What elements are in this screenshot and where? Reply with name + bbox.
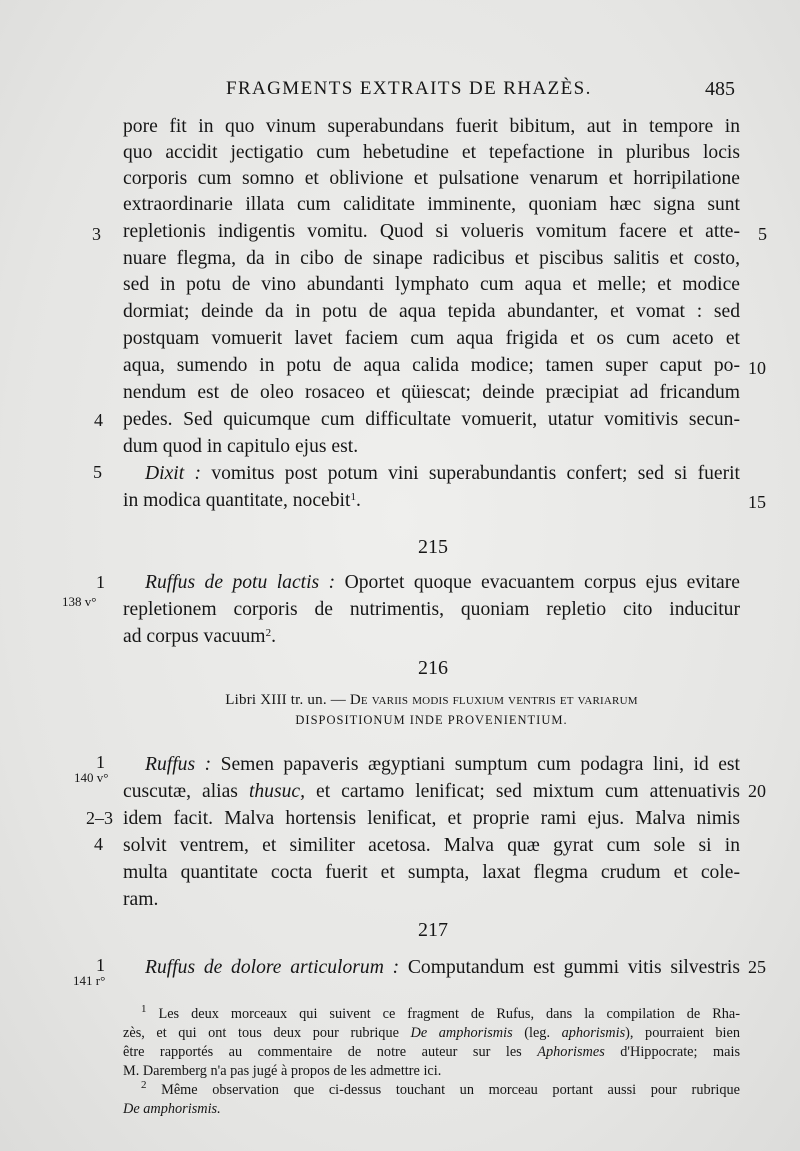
text-line: sed in potu de vino abundanti lymphato cum aqua et melle; et modice (123, 274, 740, 295)
section-216-line: ram. (123, 889, 159, 910)
line-number: 15 (748, 492, 766, 512)
margin-ref: 1 (96, 752, 105, 772)
text-line: nuare flegma, da in cibo de sinape radicibus et piscibus salitis et costo, (123, 248, 740, 269)
section-216-speaker: Ruffus : (145, 754, 212, 775)
section-number-216: 216 (418, 657, 448, 679)
footnote-2-line (123, 1100, 740, 1119)
text-line: pore fit in quo vinum superabundans fuerit bibitum, aut in tempore in (123, 116, 740, 137)
footnote-1-line: M. Daremberg n'a pas jugé à propos de les admettre ici. (123, 1063, 442, 1079)
footnote-text: d'Hippocrate; mais (604, 1044, 741, 1060)
footnote-mark: 1 (141, 1003, 147, 1015)
dixit-text: in modica quantitate, nocebit (123, 490, 351, 511)
footnote-2 (123, 1081, 740, 1100)
folio-ref: 141 r° (73, 973, 106, 988)
footnote-1-line (123, 1043, 740, 1062)
text-line: nendum est de oleo rosaceo et qüiescat; deinde præcipiat ad fricandum (123, 382, 740, 403)
line-number: 20 (748, 781, 766, 801)
dixit-speaker: Dixit : (145, 463, 202, 484)
section-217-text: Computandum est gummi vitis silvestris (399, 957, 740, 978)
section-215-text: Oportet quoque evacuantem corpus ejus evitare (335, 572, 740, 593)
footnote-mark: 2 (141, 1079, 147, 1091)
footnote-1-line (123, 1024, 740, 1043)
section-216-rubric (123, 692, 740, 728)
margin-ref: 1 (96, 955, 105, 975)
section-215-text: ad corpus vacuum (123, 626, 266, 647)
text-line: corporis cum somno et oblivione et pulsatione venarum et horripilatione (123, 168, 740, 189)
section-216-term: thusuc, (248, 781, 305, 802)
page-header (0, 78, 800, 102)
line-number: 25 (748, 957, 766, 977)
footnote-italic: De amphorismis. (123, 1101, 221, 1117)
section-215-line (123, 624, 740, 650)
rubric-line: DISPOSITIONUM INDE PROVENIENTIUM. (295, 713, 568, 727)
line-number: 5 (758, 224, 767, 244)
running-title: FRAGMENTS EXTRAITS DE RHAZÈS. (226, 78, 592, 99)
footnote-ref[interactable]: 2 (265, 627, 272, 639)
section-216-line: multa quantitate cocta fuerit et sumpta, laxat flegma crudum et cole- (123, 862, 740, 883)
margin-ref: 3 (92, 224, 101, 244)
section-217-line (145, 955, 740, 981)
margin-ref: 5 (93, 462, 102, 482)
text-line: aqua, sumendo in potu de aqua calida modice; tamen super caput po- (123, 355, 740, 376)
footnote-text: Même observation que ci-dessus touchant un morceau portant aussi pour rubrique (146, 1082, 740, 1098)
text-line: pedes. Sed quicumque cum difficultate vomuerit, utatur vomitivis secun- (123, 409, 740, 430)
footnote-italic: De amphorismis (410, 1025, 513, 1041)
margin-ref: 4 (94, 834, 103, 854)
line-number: 10 (748, 358, 766, 378)
dixit-paragraph-line (145, 461, 740, 487)
section-216-text: Semen papaveris ægyptiani sumptum cum podagra lini, id est (211, 754, 740, 775)
section-215-line: repletionem corporis de nutrimentis, quoniam repletio cito inducitur (123, 599, 740, 620)
folio-ref: 140 v° (74, 770, 109, 785)
footnote-italic: Aphorismes (537, 1044, 605, 1060)
footnote-ref[interactable]: 1 (350, 491, 356, 503)
rubric-line (123, 692, 740, 709)
dixit-paragraph-line (123, 488, 740, 514)
section-216-text: cuscutæ, alias (123, 781, 249, 802)
section-216-text: et cartamo lenificat; sed mixtum cum attenuativis (305, 781, 741, 802)
footnote-text: Les deux morceaux qui suivent ce fragment de Rufus, dans la compilation de Rha- (146, 1006, 740, 1022)
page-number: 485 (705, 78, 735, 100)
footnote-text: (leg. (512, 1025, 562, 1041)
section-216-line (145, 752, 740, 778)
section-216-line: idem facit. Malva hortensis lenificat, et proprie rami ejus. Malva nimis (123, 808, 740, 829)
footnote-italic: aphorismis (561, 1025, 626, 1041)
section-215-text: . (271, 626, 276, 647)
folio-ref: 138 v° (62, 594, 97, 609)
margin-ref: 2–3 (86, 808, 113, 828)
text-line: postquam vomuerit lavet faciem cum aqua frigida et os cum aceto et (123, 328, 740, 349)
section-number-215: 215 (418, 536, 448, 558)
text-line: dormiat; deinde da in potu de aqua tepida abundanter, et vomat : sed (123, 301, 740, 322)
margin-ref: 4 (94, 410, 103, 430)
section-217-title: Ruffus de dolore articulorum : (145, 957, 400, 978)
section-216-line: solvit ventrem, et similiter acetosa. Malva quæ gyrat cum sole si in (123, 835, 740, 856)
section-215-line (145, 570, 740, 596)
dixit-text: . (355, 490, 361, 511)
margin-ref: 1 (96, 572, 105, 592)
section-215-title: Ruffus de potu lactis : (145, 572, 336, 593)
footnote-1 (123, 1005, 740, 1024)
footnote-text: ), pourraient bien (625, 1025, 740, 1041)
section-number-217: 217 (418, 919, 448, 941)
rubric-book: Libri XIII tr. un. — (225, 692, 350, 708)
footnote-text: zès, et qui ont tous deux pour rubrique (123, 1025, 411, 1041)
footnote-text: être rapportés au commentaire de notre auteur sur les (123, 1044, 538, 1060)
text-line: quo accidit jectigatio cum hebetudine et tepefactione in pluribus locis (123, 142, 740, 163)
rubric-title: De variis modis fluxium ventris et variarum (349, 692, 638, 708)
footnotes (123, 1005, 740, 1119)
dixit-text: vomitus post potum vini superabundantis confert; sed si fuerit (201, 463, 740, 484)
section-216-line (123, 779, 740, 805)
text-line: repletionis indigentis vomitu. Quod si volueris vomitum facere et atte- (123, 221, 740, 242)
text-line: extraordinarie illata cum caliditate imminente, quoniam hæc signa sunt (123, 194, 740, 215)
text-line: dum quod in capitulo ejus est. (123, 436, 359, 457)
